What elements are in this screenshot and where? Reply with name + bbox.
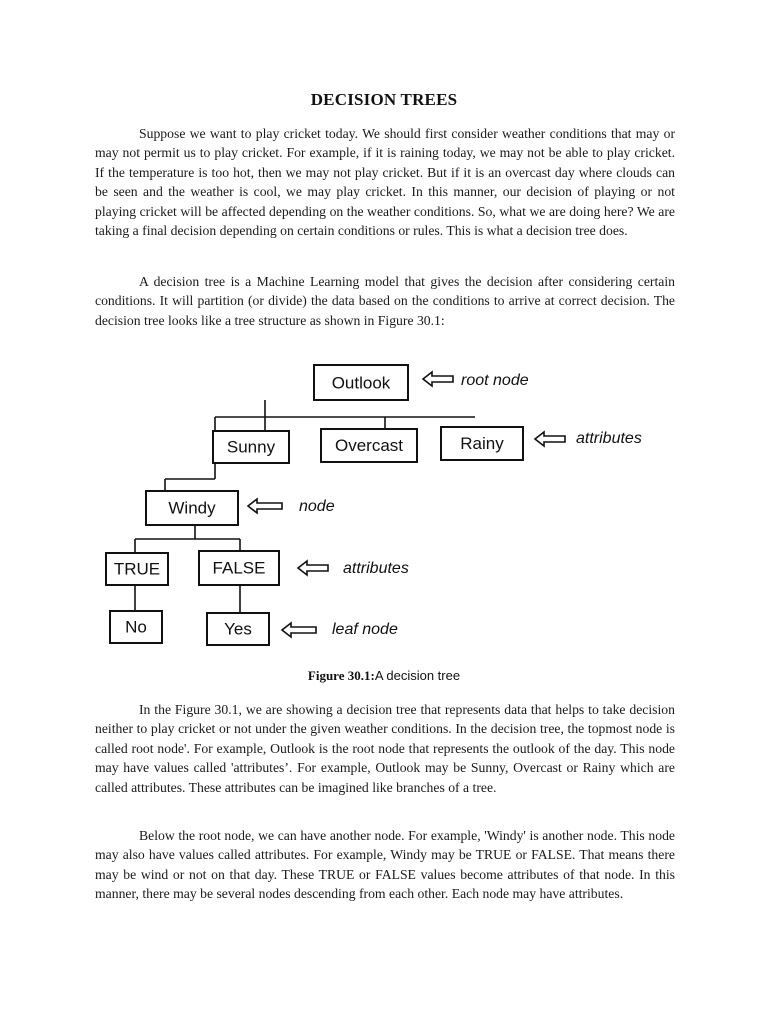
paragraph-intro: Suppose we want to play cricket today. We should first consider weather conditions that may or may not permit us to play cricket. For example, if it is raining today, we may not be able to play cricket. If the temperature is too hot, then we may not play cricket. But if it is an overcast day where clouds can be seen and the weather is cool, we may play cricket. In this manner, our decision of playing or not playing cricket will be affected depending on the weather conditions. So, what we are doing here? We are taking a final decision depending on certain conditions or rules. This is what a decision tree does. [95, 126, 675, 239]
svg-text:Outlook: Outlook [331, 373, 391, 393]
arrow-icon [248, 499, 282, 513]
svg-text:Yes: Yes [224, 619, 252, 639]
connector-windy-bool [135, 525, 240, 553]
label-attributes-bottom: attributes [343, 560, 409, 577]
decision-tree-diagram [95, 355, 675, 655]
node-true [106, 553, 168, 585]
figure-caption [0, 668, 768, 684]
node-rainy [441, 427, 523, 460]
arrow-icon [298, 561, 328, 575]
label-attributes-top: attributes [576, 430, 642, 447]
svg-text:Rainy: Rainy [460, 434, 504, 453]
page-title: DECISION TREES [310, 90, 458, 109]
figure-caption-number: Figure 30.1: [307, 668, 375, 683]
paragraph-definition: A decision tree is a Machine Learning model that gives the decision after considering certain conditions. It will partition (or divide) the data based on the conditions to arrive at correct decision. The decision tree looks like a tree structure as shown in Figure 30.1: [95, 274, 675, 328]
node-yes [207, 613, 269, 645]
label-root-node: root node [461, 372, 529, 389]
node-no [110, 611, 162, 643]
paragraph-explanation: In the Figure 30.1, we are showing a decision tree that represents data that helps to take decision neither to play cricket or not under the given weather conditions. In the decision tree, the topmost node is called root node'. For example, Outlook is the root node that represents the outlook of the day. This node may have values called 'attributes’. For example, Outlook may be Sunny, Overcast or Rainy which are called attributes. These attributes can be imagined like branches of a tree. [95, 702, 675, 795]
svg-text:FALSE: FALSE [212, 558, 266, 578]
label-node: node [299, 498, 335, 515]
node-sunny [213, 431, 289, 463]
svg-text:TRUE: TRUE [113, 559, 161, 579]
node-outlook [314, 365, 408, 400]
node-false [199, 551, 279, 585]
node-windy [146, 491, 238, 525]
svg-text:Windy: Windy [168, 498, 216, 518]
label-leaf-node: leaf node [332, 621, 398, 638]
arrow-icon [423, 372, 453, 386]
node-overcast [321, 429, 417, 462]
connector-outlook-branches [215, 400, 475, 431]
paragraph-subnode: Below the root node, we can have another node. For example, 'Windy' is another node. This node may also have values called attributes. For example, Windy may be TRUE or FALSE. That means there may be wind or not on that day. These TRUE or FALSE values become attributes of that node. In this manner, there may be several nodes descending from each other. Each node may have attributes. [95, 828, 675, 902]
arrow-icon [282, 623, 316, 637]
svg-text:Sunny: Sunny [226, 437, 276, 457]
arrow-icon [535, 432, 565, 446]
figure-caption-text: A decision tree [374, 668, 461, 683]
svg-text:Overcast: Overcast [334, 436, 404, 455]
svg-text:No: No [125, 617, 147, 637]
connector-sunny-windy [165, 463, 215, 491]
